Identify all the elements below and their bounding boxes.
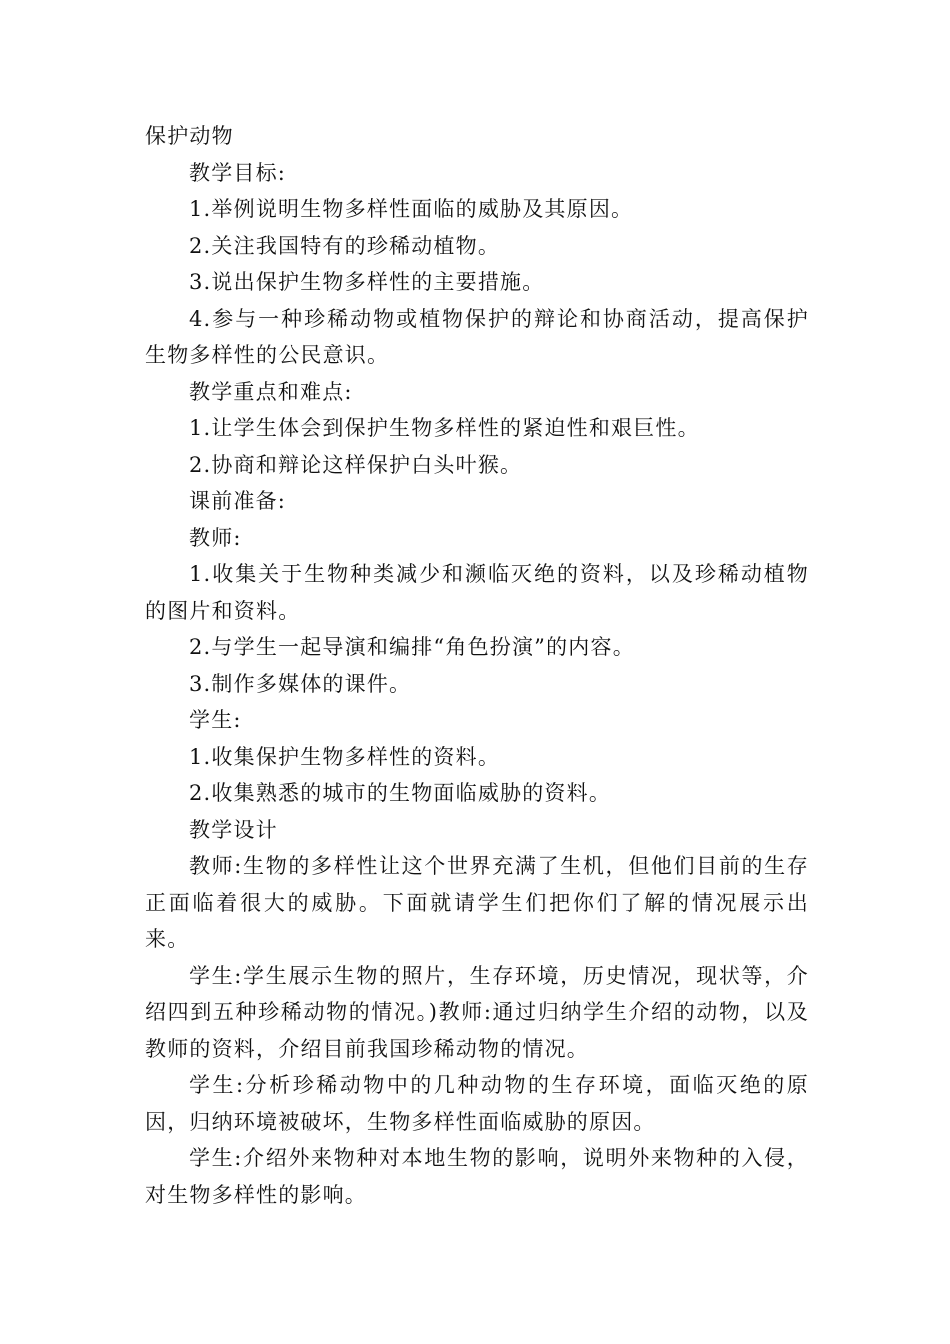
student-prep-2: 2.收集熟悉的城市的生物面临威胁的资料。 (189, 781, 612, 805)
design-paragraph-4: 学生:介绍外来物种对本地生物的影响，说明外来物种的入侵，对生物多样性的影响。 (145, 1146, 809, 1207)
design-paragraph-1: 教师:生物的多样性让这个世界充满了生机，但他们目前的生存正面临着很大的威胁。下面就请学生们把你们了解的情况展示出来。 (145, 854, 809, 951)
design-paragraph-2: 学生:学生展示生物的照片，生存环境，历史情况，现状等，介绍四到五种珍稀动物的情况。)教师:通过归纳学生介绍的动物，以及教师的资料，介绍目前我国珍稀动物的情况。 (145, 963, 809, 1061)
heading-teaching-design: 教学设计 (189, 817, 278, 842)
goal-item-4: 4.参与一种珍稀动物或植物保护的辩论和协商活动，提高保护生物多样性的公民意识。 (145, 306, 809, 367)
goal-item-1: 1.举例说明生物多样性面临的威胁及其原因。 (189, 197, 634, 221)
student-prep-1: 1.收集保护生物多样性的资料。 (189, 744, 501, 769)
heading-preparation: 课前准备: (189, 489, 287, 513)
goal-item-3: 3.说出保护生物多样性的主要措施。 (189, 270, 545, 294)
key-point-1: 1.让学生体会到保护生物多样性的紧迫性和艰巨性。 (189, 416, 700, 440)
document-body (145, 118, 809, 1213)
goal-item-2: 2.关注我国特有的珍稀动植物。 (189, 233, 501, 258)
design-paragraph-3: 学生:分析珍稀动物中的几种动物的生存环境，面临灭绝的原因，归纳环境被破坏，生物多样性面临威胁的原因。 (145, 1073, 809, 1134)
key-point-2: 2.协商和辩论这样保护白头叶猴。 (189, 452, 523, 477)
heading-teacher: 教师: (189, 525, 242, 550)
teacher-prep-3: 3.制作多媒体的课件。 (189, 671, 412, 696)
document-title: 保护动物 (145, 124, 234, 148)
teacher-prep-2: 2.与学生一起导演和编排“角色扮演”的内容。 (189, 635, 635, 659)
heading-teaching-goals: 教学目标: (189, 160, 287, 185)
heading-key-points: 教学重点和难点: (189, 379, 353, 404)
teacher-prep-1: 1.收集关于生物种类减少和濒临灭绝的资料，以及珍稀动植物的图片和资料。 (145, 562, 809, 623)
heading-student: 学生: (189, 708, 242, 732)
